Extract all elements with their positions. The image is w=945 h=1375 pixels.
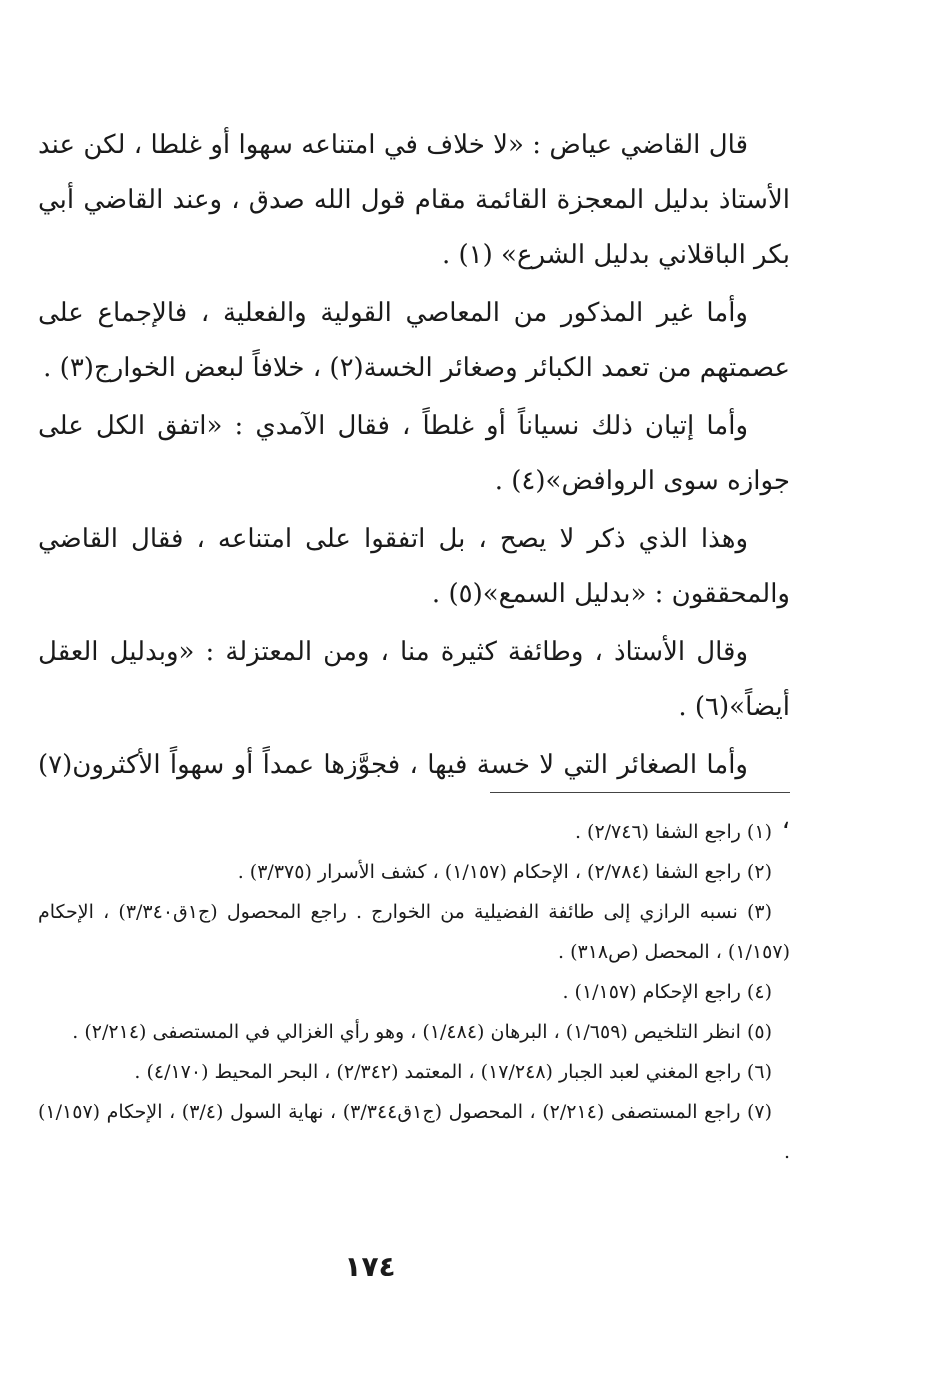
paragraph-2: وأما غير المذكور من المعاصي القولية والفعلية ، فالإجماع على عصمتهم من تعمد الكبائر وصغائر الخسة(٢) ، خلافاً لبعض الخوارج(٣) . <box>38 298 790 383</box>
footnotes <box>38 812 790 1172</box>
main-text <box>38 118 790 851</box>
footnote-3: (٣) نسبه الرازي إلى طائفة الفضيلية من الخوارج . راجع المحصول (ج١ق٣/٣٤٠) ، الإحكام (١/١٥٧) ، المحصل (ص٣١٨) . <box>38 901 790 963</box>
footnote-7: (٧) راجع المستصفى (٢/٢١٤) ، المحصول (ج١ق٣/٣٤٤) ، نهاية السول (٣/٤) ، الإحكام (١/١٥٧) . <box>38 1101 790 1163</box>
paragraph-4: وهذا الذي ذكر لا يصح ، بل اتفقوا على امتناعه ، فقال القاضي والمحققون : «بدليل السمع»(٥) . <box>38 524 790 609</box>
footnote-4: (٤) راجع الإحكام (١/١٥٧) . <box>562 981 772 1003</box>
paragraph-3: وأما إتيان ذلك نسياناً أو غلطاً ، فقال الآمدي : «اتفق الكل على جوازه سوى الروافض»(٤) . <box>38 411 790 496</box>
paragraph-5: وقال الأستاذ ، وطائفة كثيرة منا ، ومن المعتزلة : «وبدليل العقل أيضاً»(٦) . <box>38 637 790 722</box>
footnote-separator <box>490 792 790 793</box>
footnote-2: (٢) راجع الشفا (٢/٧٨٤) ، الإحكام (١/١٥٧) ، كشف الأسرار (٣/٣٧٥) . <box>237 861 772 883</box>
footnote-1: (١) راجع الشفا (٢/٧٤٦) . <box>574 821 772 843</box>
footnote-5: (٥) انظر التلخيص (١/٦٥٩) ، البرهان (١/٤٨٤) ، وهو رأي الغزالي في المستصفى (٢/٢١٤) . <box>72 1021 772 1043</box>
paragraph-1: قال القاضي عياض : «لا خلاف في امتناعه سهوا أو غلطا ، لكن عند الأستاذ بدليل المعجزة القائمة مقام قول الله صدق ، وعند القاضي أبي بكر الباقلاني بدليل الشرع» (١) . <box>38 130 790 270</box>
footnote-6: (٦) راجع المغني لعبد الجبار (١٧/٢٤٨) ، المعتمد (٢/٣٤٢) ، البحر المحيط (٤/١٧٠) . <box>134 1061 772 1083</box>
paragraph-6: وأما الصغائر التي لا خسة فيها ، فجوَّزها عمداً أو سهواً الأكثرون(٧) ، <box>38 750 790 835</box>
page-number: ١٧٤ <box>344 1250 396 1283</box>
